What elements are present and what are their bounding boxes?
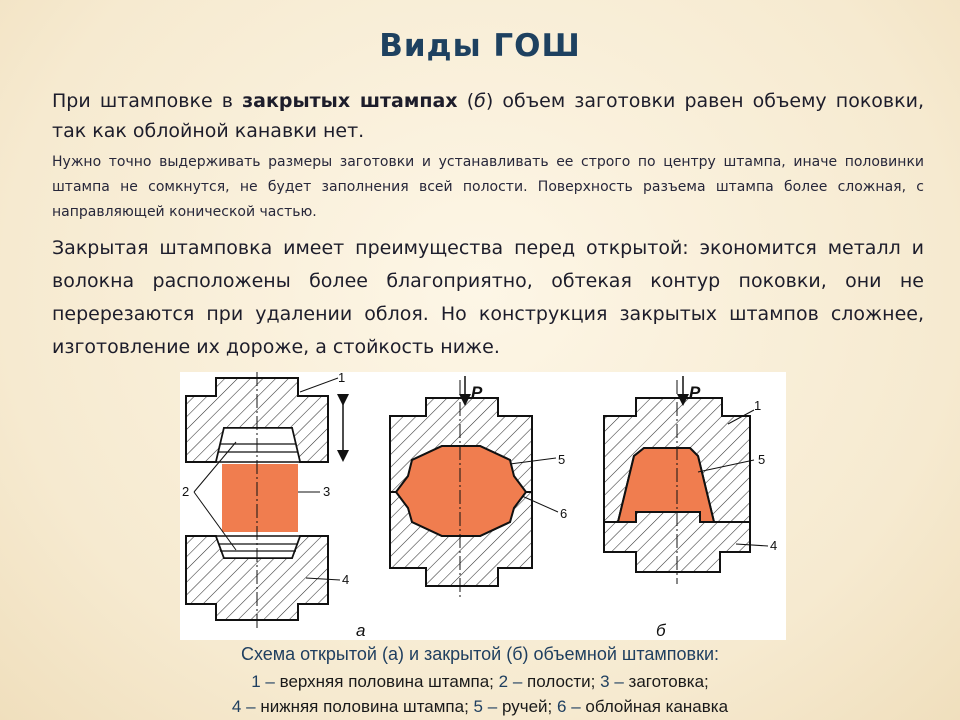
detail-paragraph: Нужно точно выдерживать размеры заготовки и устанавливать ее строго по центру штампа, иначе половинки штампа не сомкнутся, не будет заполнения всей полости. Поверхность разъема штампа более сложная, с направляющей конической частью. (52, 154, 924, 220)
stamping-diagram-svg (180, 372, 786, 640)
label-b: б (656, 621, 666, 640)
figure-caption-legend-1 (0, 672, 960, 692)
legend-text-1: верхняя половина штампа; (279, 672, 494, 691)
intro-text-3: ) объем заготовки равен объему поковки, так как облойной канавки нет. (52, 90, 924, 142)
callout-3-a: 3 (323, 484, 331, 499)
legend-num-1: 1 (251, 672, 261, 691)
legend-text-6: облойная канавка (585, 697, 729, 716)
billet-a (222, 464, 298, 532)
intro-text-2: ( (457, 90, 475, 112)
legend-text-5: ручей; (501, 697, 553, 716)
legend-dash: – (265, 672, 275, 691)
callout-1-b: 1 (754, 398, 762, 413)
intro-text-1: При штамповке в (52, 90, 243, 112)
callout-5-mid: 5 (558, 452, 566, 467)
label-a: а (356, 621, 366, 640)
legend-text-4: нижняя половина штампа; (260, 697, 469, 716)
callout-4-a: 4 (342, 572, 350, 587)
legend-num-5: 5 (473, 697, 484, 716)
callout-1-a: 1 (338, 372, 346, 385)
upper-cavity-a (216, 428, 300, 462)
forging-mid (396, 446, 526, 536)
callout-4-b: 4 (770, 538, 778, 553)
intro-paragraph (52, 86, 924, 146)
callout-2-a: 2 (182, 484, 190, 499)
legend-num-3: 3 (600, 672, 610, 691)
legend-text-2: полости; (527, 672, 596, 691)
callout-5-b: 5 (758, 452, 766, 467)
legend-text-3: заготовка; (628, 672, 709, 691)
legend-num-6: 6 (556, 697, 567, 716)
legend-dash: – (246, 697, 256, 716)
legend-dash: – (571, 697, 581, 716)
forging-b (618, 448, 714, 522)
intro-bold-term: закрытых штампах (242, 90, 458, 112)
figure-caption-title: Схема открытой (а) и закрытой (б) объемной штамповки: (240, 644, 720, 664)
intro-italic-b: б (474, 90, 486, 112)
force-p-b: P (689, 383, 701, 402)
advantages-paragraph: Закрытая штамповка имеет преимущества перед открытой: экономится металл и волокна расположены более благоприятно, обтекая контур поковки, они не перерезаются при удалении облоя. Но конструкция закрытых штампов сложнее, изготовление их дороже, а стойкость ниже. (52, 237, 924, 358)
open-die-diagram (182, 372, 365, 640)
closed-die-diagram (604, 376, 777, 640)
closed-die-middle-diagram (390, 376, 567, 600)
legend-num-2: 2 (498, 672, 509, 691)
page-title: Виды ГОШ (379, 28, 581, 64)
legend-dash: – (487, 697, 498, 716)
legend-num-4: 4 (231, 697, 242, 716)
stamping-diagram (180, 372, 786, 640)
legend-dash: – (614, 672, 624, 691)
figure-caption-legend-2 (0, 697, 960, 717)
callout-6-mid: 6 (560, 506, 568, 521)
force-p-mid: P (471, 383, 483, 402)
legend-dash: – (512, 672, 523, 691)
